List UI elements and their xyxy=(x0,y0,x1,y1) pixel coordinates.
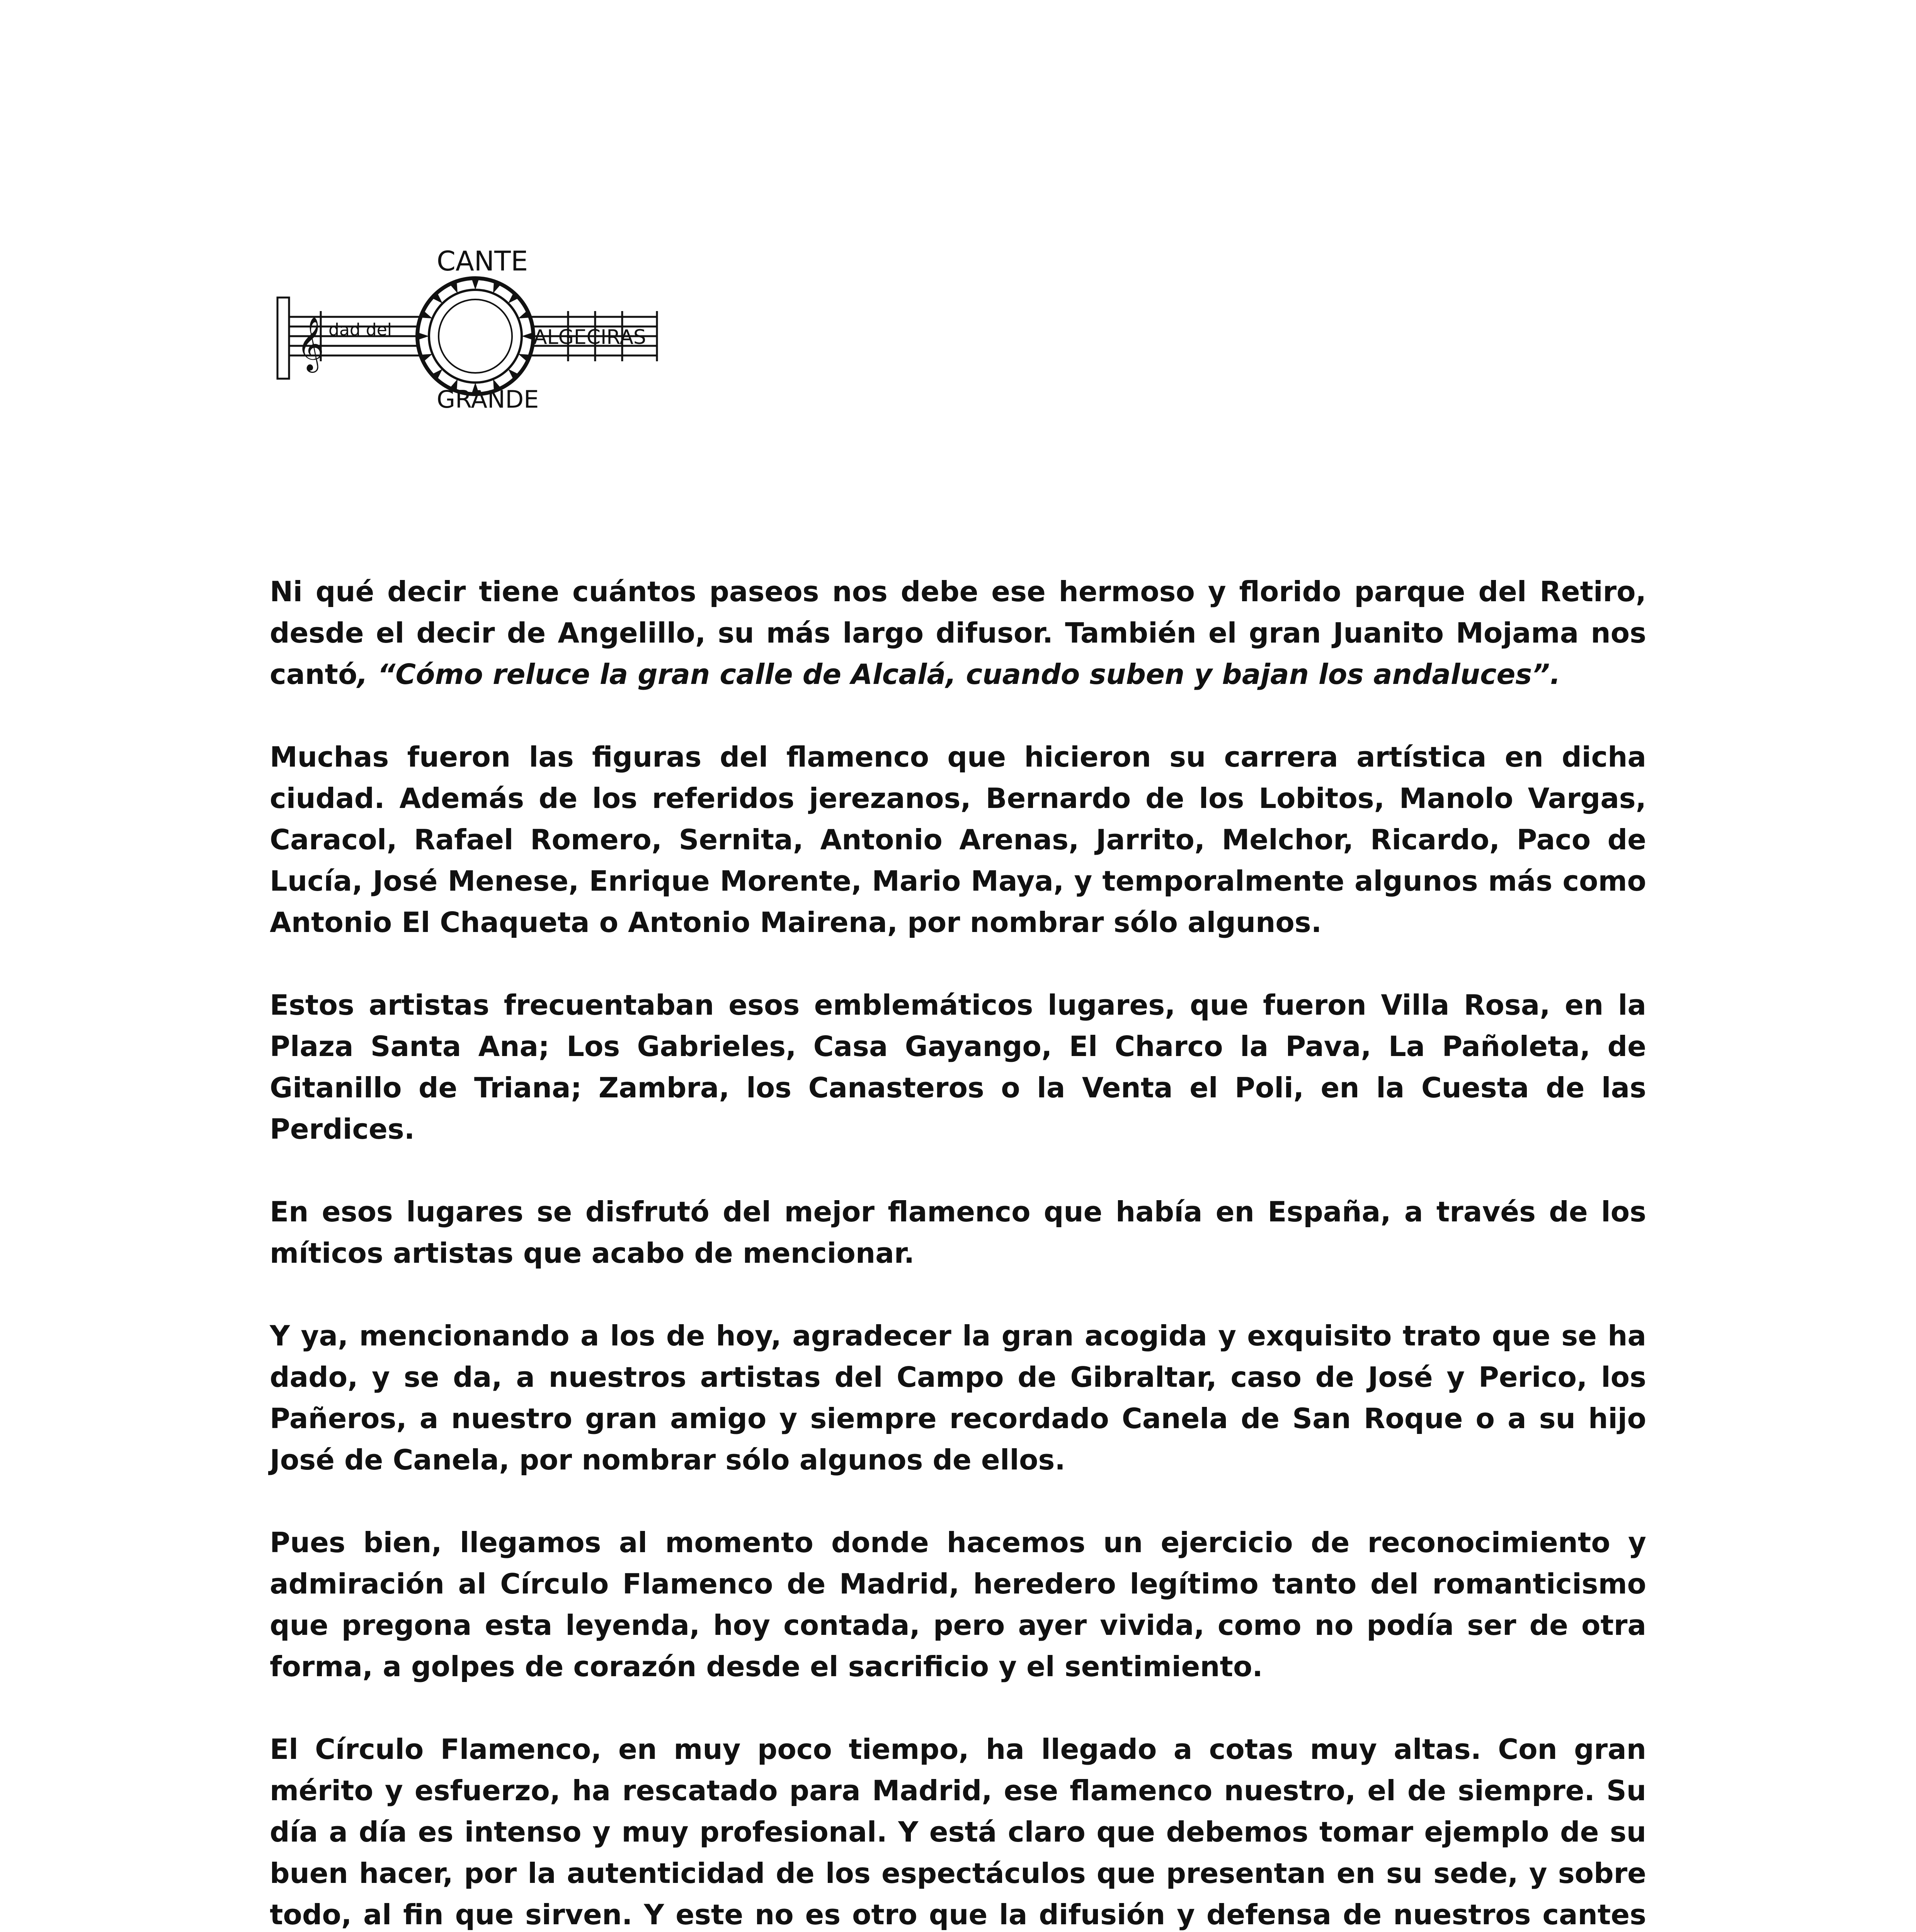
paragraph-6: Pues bien, llegamos al momento donde hacemos un ejercicio de reconocimiento y admiración al Círculo Flamenco de Madrid, heredero legítimo tanto del romanticismo que pregona esta leyenda, hoy contada, pero ayer vivida, como no podía ser de otra forma, a golpes de corazón desde el sacrificio y el sentimiento. xyxy=(270,1526,1646,1683)
paragraph-5: Y ya, mencionando a los de hoy, agradecer la gran acogida y exquisito trato que se ha dado, y se da, a nuestros artistas del Campo de Gibraltar, caso de José y Perico, los Pañeros, a nuestro gran amigo y siempre recordado Canela de San Roque o a su hijo José de Canela, por nombrar sólo algunos de ellos. xyxy=(270,1320,1646,1476)
paragraph-7: El Círculo Flamenco, en muy poco tiempo, ha llegado a cotas muy altas. Con gran mérito y esfuerzo, ha rescatado para Madrid, ese flamenco nuestro, el de siempre. Su día a día es intenso y muy profesional. Y está claro que debemos tomar ejemplo de su buen hacer, por la autenticidad de los espectáculos que presentan en su sede, y sobre todo, al fin que sirven. Y este no es otro que la difusión y defensa de nuestros cantes xyxy=(270,1733,1646,1931)
logo-top-text: CANTE xyxy=(437,245,528,277)
paragraph-1 xyxy=(270,571,1646,695)
paragraph-2: Muchas fueron las figuras del flamenco que hicieron su carrera artística en dicha ciudad. Además de los referidos jerezanos, Bernardo de los Lobitos, Manolo Vargas, Caracol, Rafael Romero, Sernita, Antonio Arenas, Jarrito, Melchor, Ricardo, Paco de Lucía, José Menese, Enrique Morente, Mario Maya, y temporalmente algunos más como Antonio El Chaqueta o Antonio Mairena, por nombrar sólo algunos. xyxy=(270,741,1646,939)
paragraph-1-text: Ni qué decir tiene cuántos paseos nos debe ese hermoso y florido parque del Retiro, desde el decir de Angelillo, su más largo difusor. También el gran Juanito Mojama nos cantó xyxy=(270,575,1646,690)
paragraph-3: Estos artistas frecuentaban esos emblemáticos lugares, que fueron Villa Rosa, en la Plaza Santa Ana; Los Gabrieles, Casa Gayango, El Charco la Pava, La Pañoleta, de Gitanillo de Triana; Zambra, los Canasteros o la Venta el Poli, en la Cuesta de las Perdices. xyxy=(270,989,1646,1145)
logo-right-text: ALGECIRAS xyxy=(533,326,646,349)
guitar-sun-logo-icon xyxy=(271,232,676,413)
paragraph-4: En esos lugares se disfrutó del mejor flamenco que había en España, a través de los míticos artistas que acabo de mencionar. xyxy=(270,1196,1646,1269)
letter-body xyxy=(270,571,1646,1932)
logo xyxy=(271,232,676,413)
svg-text:𝄞: 𝄞 xyxy=(297,317,324,371)
logo-left-text: dad del xyxy=(328,320,392,340)
logo-bottom-text: GRANDE xyxy=(437,385,539,413)
paragraph-1-quote: , “Cómo reluce la gran calle de Alcalá, cuando suben y bajan los andaluces”. xyxy=(357,658,1560,690)
